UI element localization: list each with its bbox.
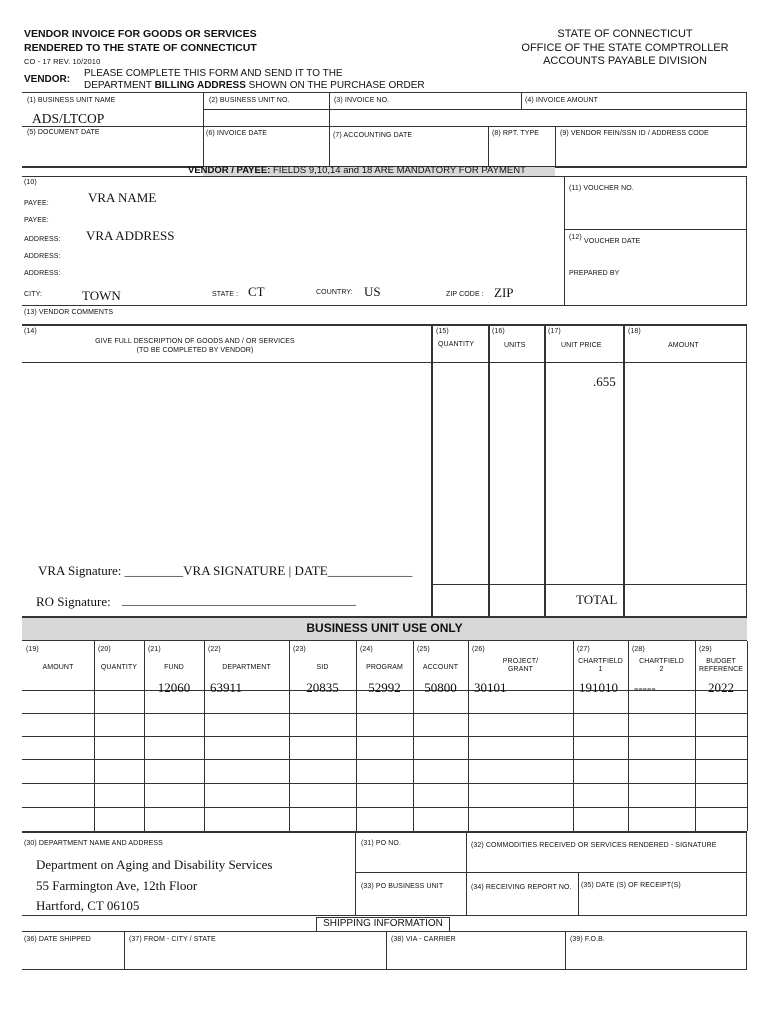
country-label: COUNTRY: xyxy=(316,289,353,296)
payee-field-no: (10) xyxy=(24,179,37,186)
address-label: ADDRESS: xyxy=(24,236,61,243)
bu-table-col-line xyxy=(747,641,748,831)
bu-col-no-chartfield2: (28) xyxy=(632,646,645,653)
bu-col-header-department: DEPARTMENT xyxy=(222,664,271,671)
bu-col-header-quantity: QUANTITY xyxy=(100,664,138,671)
bu-cell-department[interactable]: 63911 xyxy=(210,680,243,695)
state-line2: OFFICE OF THE STATE COMPTROLLER xyxy=(521,41,729,54)
dept-name-label: (30) DEPARTMENT NAME AND ADDRESS xyxy=(24,840,163,847)
dept-line3: Hartford, CT 06105 xyxy=(36,898,140,913)
vendor-label: VENDOR: xyxy=(24,74,71,85)
bu-col-no-fund: (21) xyxy=(148,646,161,653)
dept-line2: 55 Farmington Ave, 12th Floor xyxy=(36,878,198,893)
business-unit-no-label: (2) BUSINESS UNIT NO. xyxy=(209,97,290,104)
payee-label: PAYEE: xyxy=(24,200,49,207)
vendor-banner-bold: VENDOR / PAYEE: xyxy=(188,165,271,176)
col17-no: (17) xyxy=(548,328,561,335)
vendor-fein-label: (9) VENDOR FEIN/SSN ID / ADDRESS CODE xyxy=(560,130,709,137)
shipping-banner: SHIPPING INFORMATION xyxy=(323,918,443,929)
commodities-label: (32) COMMODITIES RECEIVED OR SERVICES RENDERED - SIGNATURE xyxy=(471,842,717,849)
col17-label: UNIT PRICE xyxy=(561,342,602,349)
bu-col-no-chartfield1: (27) xyxy=(577,646,590,653)
vendor-instructions xyxy=(84,68,425,92)
payee2-label: PAYEE: xyxy=(24,217,49,224)
bu-col-no-quantity: (20) xyxy=(98,646,111,653)
receipt-dates-label: (35) DATE (S) OF RECEIPT(S) xyxy=(581,882,681,889)
form-title-line1: VENDOR INVOICE FOR GOODS OR SERVICES xyxy=(24,28,257,40)
bu-col-no-program: (24) xyxy=(360,646,373,653)
col15-label: QUANTITY xyxy=(438,341,475,348)
address2-label: ADDRESS: xyxy=(24,253,61,260)
rpt-type-label: (8) RPT. TYPE xyxy=(492,130,540,137)
vendor-comments-label: (13) VENDOR COMMENTS xyxy=(24,309,114,316)
invoice-amount-label: (4) INVOICE AMOUNT xyxy=(525,97,598,104)
col16-no: (16) xyxy=(492,328,505,335)
unit-price-value[interactable]: .655 xyxy=(593,374,616,389)
voucher-no-label: (11) VOUCHER NO. xyxy=(569,185,634,192)
bu-cell-account[interactable]: 50800 xyxy=(424,680,457,695)
instruction-line2-bold: BILLING ADDRESS xyxy=(154,80,246,91)
bu-table-row-line xyxy=(22,783,747,784)
bu-cell-sid[interactable]: 20835 xyxy=(306,680,339,695)
zip-value[interactable]: ZIP xyxy=(494,285,514,300)
bu-col-no-budget-reference: (29) xyxy=(699,646,712,653)
bu-col-header-chartfield2: CHARTFIELD 2 xyxy=(639,658,684,674)
state-line1: STATE OF CONNECTICUT xyxy=(557,28,693,40)
vendor-banner-rest: FIELDS 9,10,14 and 18 ARE MANDATORY FOR PAYMENT xyxy=(270,165,526,176)
via-carrier-label: (38) VIA - CARRIER xyxy=(391,936,456,943)
voucher-date-no: (12) xyxy=(569,234,582,241)
address3-label: ADDRESS: xyxy=(24,270,61,277)
state-office-block xyxy=(505,28,745,69)
bu-col-header-fund: FUND xyxy=(164,664,184,671)
invoice-no-label: (3) INVOICE NO. xyxy=(334,97,390,104)
dept-line1: Department on Aging and Disability Services xyxy=(36,857,273,872)
bu-col-no-sid: (23) xyxy=(293,646,306,653)
bu-cell-fund[interactable]: 12060 xyxy=(157,680,191,695)
col18-label: AMOUNT xyxy=(668,342,699,349)
instruction-line2-pre: DEPARTMENT xyxy=(84,80,155,91)
po-bu-label: (33) PO BUSINESS UNIT xyxy=(361,883,444,890)
bu-col-header-budget-reference: BUDGET REFERENCE xyxy=(698,658,744,674)
payee-value[interactable]: VRA NAME xyxy=(88,190,157,205)
col14-no: (14) xyxy=(24,328,37,335)
vendor-payee-banner xyxy=(188,165,526,176)
invoice-date-label: (6) INVOICE DATE xyxy=(206,130,267,137)
state-line3: ACCOUNTS PAYABLE DIVISION xyxy=(543,55,707,67)
date-shipped-label: (36) DATE SHIPPED xyxy=(24,936,91,943)
vra-signature[interactable]: VRA Signature: _________VRA SIGNATURE | DATE_____________ xyxy=(38,563,413,578)
voucher-date-label: VOUCHER DATE xyxy=(584,238,641,245)
ro-signature-line[interactable]: ____________________________________ xyxy=(122,592,356,607)
prepared-by-label: PREPARED BY xyxy=(569,270,620,277)
po-no-label: (31) PO NO. xyxy=(361,840,401,847)
total-label: TOTAL xyxy=(576,592,618,607)
receiving-report-label: (34) RECEIVING REPORT NO. xyxy=(471,884,572,891)
bu-banner-title: BUSINESS UNIT USE ONLY xyxy=(306,621,463,635)
state-label: STATE : xyxy=(212,291,239,298)
business-unit-name-label: (1) BUSINESS UNIT NAME xyxy=(27,97,116,104)
col16-label: UNITS xyxy=(504,342,526,349)
accounting-date-label: (7) ACCOUNTING DATE xyxy=(333,132,413,139)
form-id: CO - 17 REV. 10/2010 xyxy=(24,57,101,66)
bu-table xyxy=(22,641,747,831)
bu-table-row-line xyxy=(22,807,747,808)
city-label: CITY: xyxy=(24,291,43,298)
form-title-line2: RENDERED TO THE STATE OF CONNECTICUT xyxy=(24,42,257,54)
fob-label: (39) F.O.B. xyxy=(570,936,605,943)
bu-col-header-project-grant: PROJECT/ GRANT xyxy=(502,658,539,674)
bu-col-no-amount: (19) xyxy=(26,646,39,653)
state-value[interactable]: CT xyxy=(248,284,265,299)
address-value[interactable]: VRA ADDRESS xyxy=(86,228,175,243)
col14-line2: (TO BE COMPLETED BY VENDOR) xyxy=(136,347,254,354)
bu-col-no-account: (25) xyxy=(417,646,430,653)
bu-cell-project-grant[interactable]: 30101 xyxy=(474,680,507,695)
bu-table-row-line xyxy=(22,713,747,714)
instruction-line2-post: SHOWN ON THE PURCHASE ORDER xyxy=(245,80,425,91)
document-date-label: (5) DOCUMENT DATE xyxy=(27,129,100,136)
instruction-line2 xyxy=(84,80,425,92)
bu-cell-program[interactable]: 52992 xyxy=(368,680,401,695)
zip-label: ZIP CODE : xyxy=(446,291,484,298)
bu-cell-budget-reference[interactable]: 2022 xyxy=(708,680,734,695)
bu-cell-chartfield2[interactable]: ----- xyxy=(634,680,656,695)
ro-signature-label: RO Signature: xyxy=(36,594,111,609)
city-value[interactable]: TOWN xyxy=(82,288,121,303)
bu-col-header-chartfield1: CHARTFIELD 1 xyxy=(578,658,623,674)
bu-table-row-line xyxy=(22,759,747,760)
bu-col-header-account: ACCOUNT xyxy=(422,664,459,671)
bu-col-header-sid: SID xyxy=(316,664,329,671)
col14-line1: GIVE FULL DESCRIPTION OF GOODS AND / OR SERVICES xyxy=(95,338,295,345)
country-value[interactable]: US xyxy=(364,284,381,299)
business-unit-name-value[interactable]: ADS/LTCOP xyxy=(32,111,105,126)
bu-col-no-department: (22) xyxy=(208,646,221,653)
col18-no: (18) xyxy=(628,328,641,335)
col15-no: (15) xyxy=(436,328,449,335)
bu-col-header-amount: AMOUNT xyxy=(42,664,74,671)
bu-table-row-line xyxy=(22,736,747,737)
bu-col-no-project-grant: (26) xyxy=(472,646,485,653)
bu-cell-chartfield1[interactable]: 191010 xyxy=(579,680,618,695)
bu-col-header-program: PROGRAM xyxy=(366,664,403,671)
from-city-state-label: (37) FROM - CITY / STATE xyxy=(129,936,216,943)
instruction-line1: PLEASE COMPLETE THIS FORM AND SEND IT TO THE xyxy=(84,68,343,79)
